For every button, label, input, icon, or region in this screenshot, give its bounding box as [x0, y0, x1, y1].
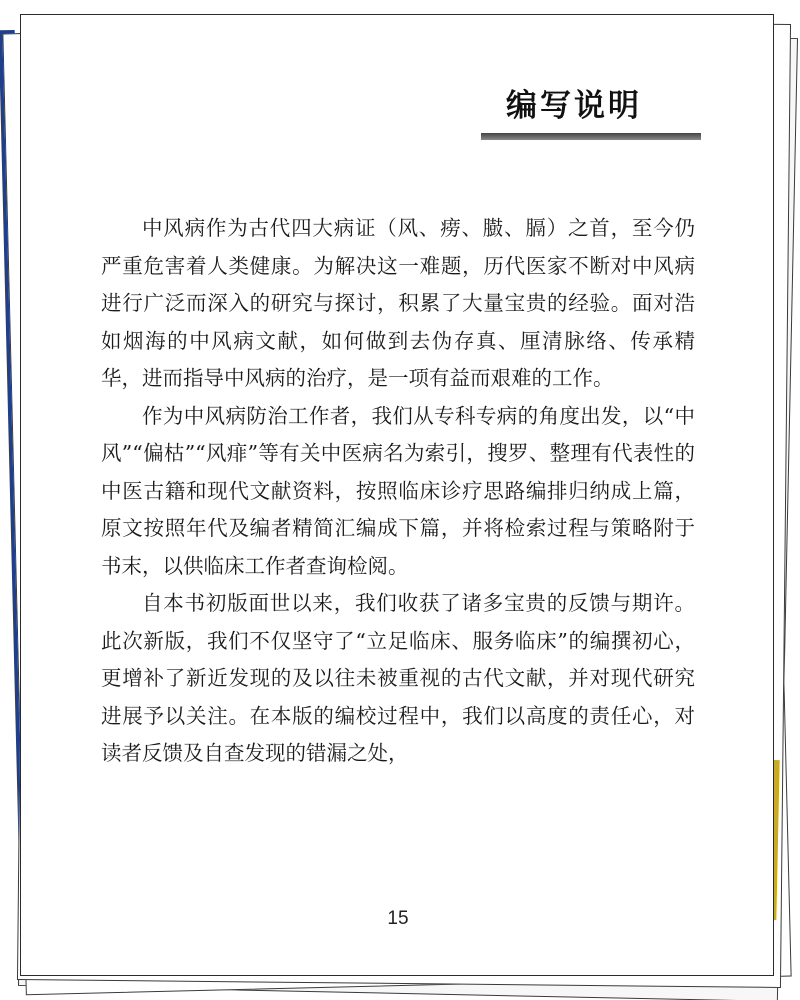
paragraph: 作为中风病防治工作者，我们从专科专病的角度出发，以“中风”“偏枯”“风痱”等有关中医病名为索引，搜罗、整理有代表性的中医古籍和现代文献资料，按照临床诊疗思路编排归纳成上篇，原文按照年代及编者精简汇编成下篇，并将检索过程与策略附于书末，以供临床工作者查询检阅。 [101, 403, 695, 578]
paragraph: 自本书初版面世以来，我们收获了诸多宝贵的反馈与期许。此次新版，我们不仅坚守了“立足临床、服务临床”的编撰初心，更增补了新近发现的及以往未被重视的古代文献，并对现代研究进展予以关注。在本版的编校过程中，我们以高度的责任心，对读者反馈及自查发现的错漏之处， [101, 591, 695, 765]
document-page [20, 14, 774, 976]
paragraph: 中风病作为古代四大病证（风、痨、臌、膈）之首，至今仍严重危害着人类健康。为解决这一难题，历代医家不断对中风病进行广泛而深入的研究与探讨，积累了大量宝贵的经验。面对浩如烟海的中风病文献，如何做到去伪存真、厘清脉络、传承精华，进而指导中风病的治疗，是一项有益而艰难的工作。 [101, 216, 695, 390]
page-title: 编写说明 [506, 88, 642, 124]
body-text [101, 210, 695, 773]
title-underline [481, 133, 701, 140]
title-block [481, 85, 701, 140]
page-number: 15 [387, 908, 409, 929]
